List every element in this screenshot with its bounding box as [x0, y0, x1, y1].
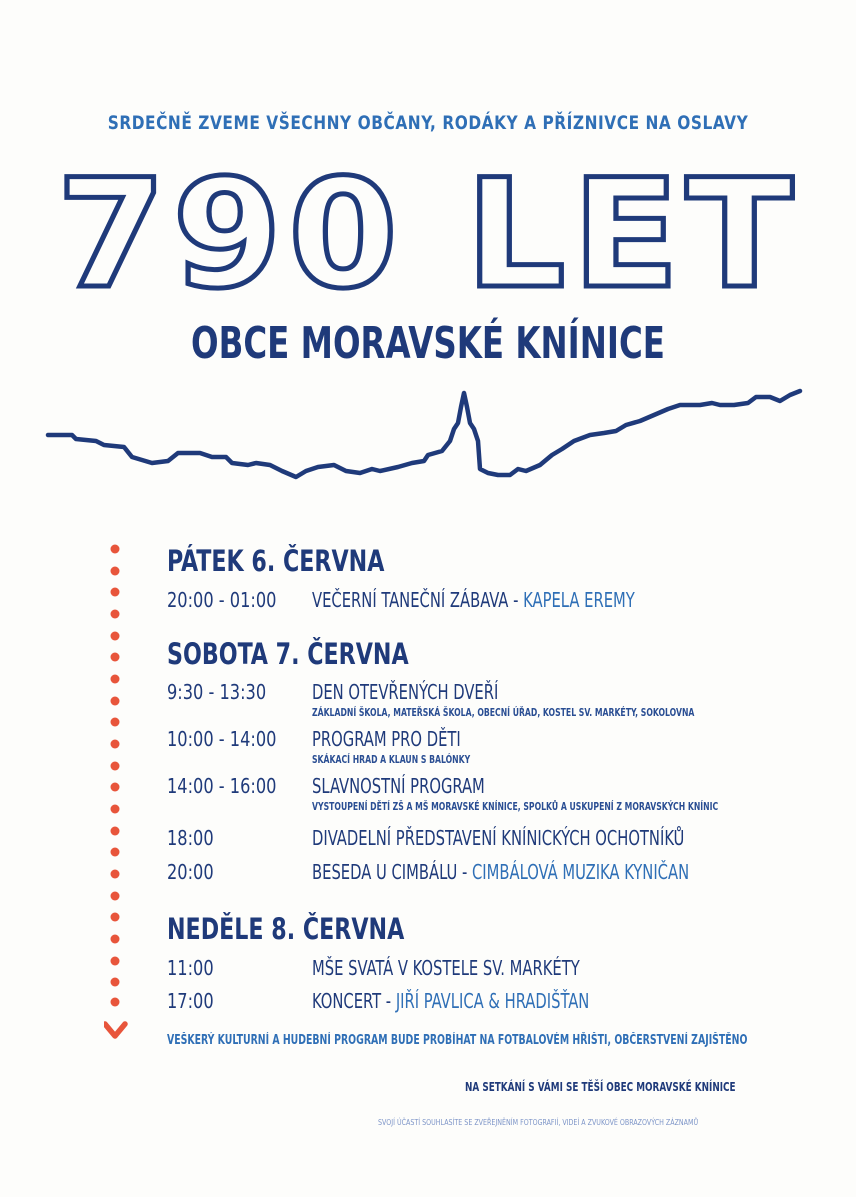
event-title: DEN OTEVŘENÝCH DVEŘÍ — [312, 680, 499, 704]
event-time: 20:00 — [167, 860, 214, 884]
event-title: PROGRAM PRO DĚTI — [312, 727, 461, 751]
event-time: 20:00 - 01:00 — [167, 588, 277, 612]
event-title: SLAVNOSTNÍ PROGRAM — [312, 774, 485, 798]
village-subtitle: OBCE MORAVSKÉ KNÍNICE — [191, 318, 665, 369]
event-detail: SKÁKACÍ HRAD A KLAUN S BALÓNKY — [312, 753, 471, 766]
event-time: 14:00 - 16:00 — [167, 774, 277, 798]
event-time: 9:30 - 13:30 — [167, 680, 267, 704]
event-time: 11:00 — [167, 956, 214, 980]
day-heading-saturday: SOBOTA 7. ČERVNA — [167, 637, 409, 671]
event-title: BESEDA U CIMBÁLU - CIMBÁLOVÁ MUZIKA KYNIČAN — [312, 860, 690, 884]
event-performer: KAPELA EREMY — [523, 588, 635, 612]
photo-consent-disclaimer: SVOJÍ ÚČASTÍ SOUHLASÍTE SE ZVEŘEJNĚNÍM FOTOGRAFIÍ, VIDEÍ A ZVUKOVÉ OBRAZOVÝCH ZÁZNAMŮ — [378, 1118, 699, 1127]
event-title: DIVADELNÍ PŘEDSTAVENÍ KNÍNICKÝCH OCHOTNÍKŮ — [312, 826, 685, 850]
event-title: VEČERNÍ TANEČNÍ ZÁBAVA - KAPELA EREMY — [312, 588, 635, 612]
event-detail: VYSTOUPENÍ DĚTÍ ZŠ A MŠ MORAVSKÉ KNÍNICE, SPOLKŮ A USKUPENÍ Z MORAVSKÝCH KNÍNIC — [312, 800, 719, 813]
invitation-text: SRDEČNĚ ZVEME VŠECHNY OBČANY, RODÁKY A PŘÍZNIVCE NA OSLAVY — [107, 112, 749, 134]
event-time: 10:00 - 14:00 — [167, 727, 277, 751]
event-time: 17:00 — [167, 989, 214, 1013]
timeline-arrow-icon — [105, 1024, 125, 1036]
timeline-dots — [104, 540, 130, 1052]
event-time: 18:00 — [167, 826, 214, 850]
event-performer: JIŘÍ PAVLICA & HRADIŠŤAN — [395, 989, 590, 1013]
village-skyline-illustration — [0, 385, 856, 495]
day-heading-friday: PÁTEK 6. ČERVNA — [167, 544, 385, 578]
venue-note: VEŠKERÝ KULTURNÍ A HUDEBNÍ PROGRAM BUDE PROBÍHAT NA FOTBALOVÉM HŘIŠTI, OBČERSTVENÍ ZAJIŠTĚNO — [167, 1033, 748, 1048]
anniversary-title: 790 LET — [56, 148, 800, 322]
event-performer: CIMBÁLOVÁ MUZIKA KYNIČAN — [471, 860, 690, 884]
event-title: MŠE SVATÁ V KOSTELE SV. MARKÉTY — [312, 956, 580, 980]
event-detail: ZÁKLADNÍ ŠKOLA, MATEŘSKÁ ŠKOLA, OBECNÍ ÚŘAD, KOSTEL SV. MARKÉTY, SOKOLOVNA — [312, 706, 695, 719]
event-title: KONCERT - JIŘÍ PAVLICA & HRADIŠŤAN — [312, 989, 590, 1013]
welcome-text: NA SETKÁNÍ S VÁMI SE TĚŠÍ OBEC MORAVSKÉ KNÍNICE — [465, 1080, 736, 1094]
day-heading-sunday: NEDĚLE 8. ČERVNA — [167, 912, 405, 946]
